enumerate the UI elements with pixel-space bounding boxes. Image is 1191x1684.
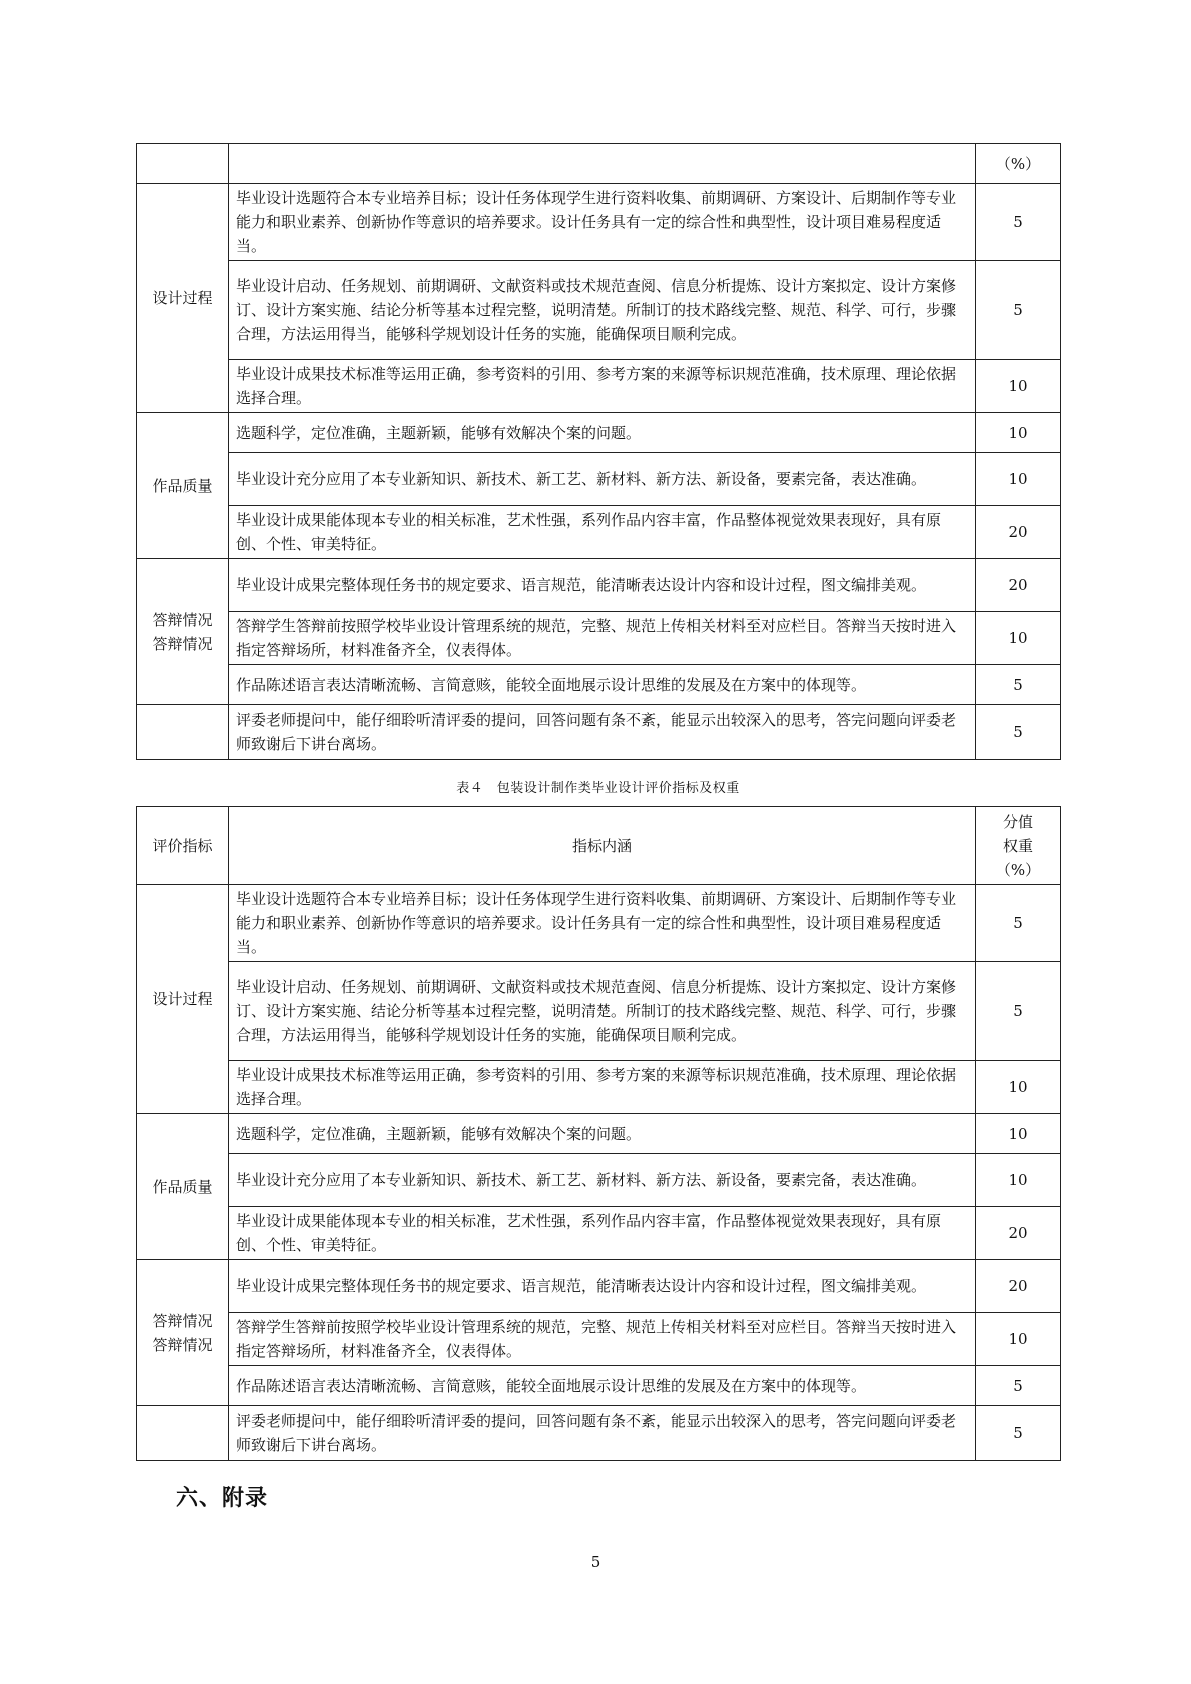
header-cell-empty bbox=[137, 144, 229, 184]
criterion-text: 选题科学，定位准确，主题新颖，能够有效解决个案的问题。 bbox=[229, 1114, 976, 1154]
score-value: 10 bbox=[976, 1154, 1061, 1207]
score-value: 5 bbox=[976, 184, 1061, 261]
header-unit: （%） bbox=[976, 144, 1061, 184]
table-row bbox=[137, 885, 1061, 962]
criterion-text: 毕业设计成果能体现本专业的相关标准，艺术性强，系列作品内容丰富，作品整体视觉效果表现好，具有原创、个性、审美特征。 bbox=[229, 506, 976, 559]
table-row bbox=[137, 261, 1061, 360]
table-row bbox=[137, 665, 1061, 705]
category-cell: 作品质量 bbox=[137, 413, 229, 559]
criterion-text: 毕业设计成果能体现本专业的相关标准，艺术性强，系列作品内容丰富，作品整体视觉效果表现好，具有原创、个性、审美特征。 bbox=[229, 1207, 976, 1260]
header-score-weight bbox=[976, 807, 1061, 885]
score-value: 5 bbox=[976, 1366, 1061, 1406]
header-connotation: 指标内涵 bbox=[229, 807, 976, 885]
table-row bbox=[137, 1154, 1061, 1207]
evaluation-table-4 bbox=[136, 806, 1061, 1461]
table-row bbox=[137, 1260, 1061, 1313]
category-line: 答辩情况 bbox=[152, 634, 213, 653]
category-cell bbox=[137, 559, 229, 705]
header-line: 分值 bbox=[1002, 812, 1033, 831]
criterion-text: 选题科学，定位准确，主题新颖，能够有效解决个案的问题。 bbox=[229, 413, 976, 453]
table-row bbox=[137, 1061, 1061, 1114]
table-row bbox=[137, 1207, 1061, 1260]
category-cell-empty bbox=[137, 1406, 229, 1461]
table-row bbox=[137, 360, 1061, 413]
criterion-text: 毕业设计成果完整体现任务书的规定要求、语言规范，能清晰表达设计内容和设计过程，图文编排美观。 bbox=[229, 1260, 976, 1313]
table-row bbox=[137, 559, 1061, 612]
score-value: 10 bbox=[976, 1114, 1061, 1154]
category-cell: 设计过程 bbox=[137, 885, 229, 1114]
criterion-text: 毕业设计选题符合本专业培养目标；设计任务体现学生进行资料收集、前期调研、方案设计、后期制作等专业能力和职业素养、创新协作等意识的培养要求。设计任务具有一定的综合性和典型性，设计项目难易程度适当。 bbox=[229, 885, 976, 962]
criterion-text: 答辩学生答辩前按照学校毕业设计管理系统的规范，完整、规范上传相关材料至对应栏目。答辩当天按时进入指定答辩场所，材料准备齐全，仪表得体。 bbox=[229, 612, 976, 665]
table-row bbox=[137, 612, 1061, 665]
criterion-text: 毕业设计充分应用了本专业新知识、新技术、新工艺、新材料、新方法、新设备，要素完备，表达准确。 bbox=[229, 1154, 976, 1207]
score-value: 5 bbox=[976, 1406, 1061, 1461]
score-value: 10 bbox=[976, 360, 1061, 413]
section-heading: 六、附录 bbox=[176, 1486, 269, 1511]
criterion-text: 毕业设计充分应用了本专业新知识、新技术、新工艺、新材料、新方法、新设备，要素完备，表达准确。 bbox=[229, 453, 976, 506]
score-value: 20 bbox=[976, 1260, 1061, 1313]
criterion-text: 作品陈述语言表达清晰流畅、言简意赅，能较全面地展示设计思维的发展及在方案中的体现等。 bbox=[229, 665, 976, 705]
score-value: 5 bbox=[976, 665, 1061, 705]
score-value: 10 bbox=[976, 453, 1061, 506]
page-number: 5 bbox=[590, 1553, 601, 1571]
category-line: 答辩情况 bbox=[152, 610, 213, 629]
score-value: 20 bbox=[976, 1207, 1061, 1260]
table-row bbox=[137, 413, 1061, 453]
score-value: 20 bbox=[976, 506, 1061, 559]
score-value: 10 bbox=[976, 1061, 1061, 1114]
score-value: 10 bbox=[976, 1313, 1061, 1366]
table-header-row bbox=[137, 144, 1061, 184]
table-row bbox=[137, 184, 1061, 261]
category-line: 答辩情况 bbox=[152, 1311, 213, 1330]
criterion-text: 毕业设计选题符合本专业培养目标；设计任务体现学生进行资料收集、前期调研、方案设计、后期制作等专业能力和职业素养、创新协作等意识的培养要求。设计任务具有一定的综合性和典型性，设计项目难易程度适当。 bbox=[229, 184, 976, 261]
category-cell bbox=[137, 1260, 229, 1406]
score-value: 5 bbox=[976, 261, 1061, 360]
score-value: 20 bbox=[976, 559, 1061, 612]
score-value: 5 bbox=[976, 962, 1061, 1061]
score-value: 5 bbox=[976, 885, 1061, 962]
criterion-text: 毕业设计成果完整体现任务书的规定要求、语言规范，能清晰表达设计内容和设计过程，图文编排美观。 bbox=[229, 559, 976, 612]
table-row bbox=[137, 1366, 1061, 1406]
table-row bbox=[137, 962, 1061, 1061]
criterion-text: 毕业设计成果技术标准等运用正确，参考资料的引用、参考方案的来源等标识规范准确，技术原理、理论依据选择合理。 bbox=[229, 1061, 976, 1114]
header-cell-empty bbox=[229, 144, 976, 184]
table-header-row bbox=[137, 807, 1061, 885]
table-row bbox=[137, 1406, 1061, 1461]
criterion-text: 评委老师提问中，能仔细聆听清评委的提问，回答问题有条不紊，能显示出较深入的思考，答完问题向评委老师致谢后下讲台离场。 bbox=[229, 705, 976, 760]
header-line: 权重 bbox=[1002, 836, 1033, 855]
score-value: 5 bbox=[976, 705, 1061, 760]
category-cell: 作品质量 bbox=[137, 1114, 229, 1260]
table-row bbox=[137, 506, 1061, 559]
header-line: （%） bbox=[995, 860, 1041, 879]
criterion-text: 毕业设计成果技术标准等运用正确，参考资料的引用、参考方案的来源等标识规范准确，技术原理、理论依据选择合理。 bbox=[229, 360, 976, 413]
table-row bbox=[137, 705, 1061, 760]
category-line: 答辩情况 bbox=[152, 1335, 213, 1354]
table-caption: 表４ 包装设计制作类毕业设计评价指标及权重 bbox=[456, 781, 740, 796]
criterion-text: 毕业设计启动、任务规划、前期调研、文献资料或技术规范查阅、信息分析提炼、设计方案拟定、设计方案修订、设计方案实施、结论分析等基本过程完整，说明清楚。所制订的技术路线完整、规范、科学、可行，步骤合理，方法运用得当，能够科学规划设计任务的实施，能确保项目顺利完成。 bbox=[229, 261, 976, 360]
category-cell-empty bbox=[137, 705, 229, 760]
criterion-text: 评委老师提问中，能仔细聆听清评委的提问，回答问题有条不紊，能显示出较深入的思考，答完问题向评委老师致谢后下讲台离场。 bbox=[229, 1406, 976, 1461]
criterion-text: 答辩学生答辩前按照学校毕业设计管理系统的规范，完整、规范上传相关材料至对应栏目。答辩当天按时进入指定答辩场所，材料准备齐全，仪表得体。 bbox=[229, 1313, 976, 1366]
criterion-text: 作品陈述语言表达清晰流畅、言简意赅，能较全面地展示设计思维的发展及在方案中的体现等。 bbox=[229, 1366, 976, 1406]
score-value: 10 bbox=[976, 612, 1061, 665]
criterion-text: 毕业设计启动、任务规划、前期调研、文献资料或技术规范查阅、信息分析提炼、设计方案拟定、设计方案修订、设计方案实施、结论分析等基本过程完整，说明清楚。所制订的技术路线完整、规范、科学、可行，步骤合理，方法运用得当，能够科学规划设计任务的实施，能确保项目顺利完成。 bbox=[229, 962, 976, 1061]
header-indicator: 评价指标 bbox=[137, 807, 229, 885]
category-cell: 设计过程 bbox=[137, 184, 229, 413]
evaluation-table-continued bbox=[136, 143, 1061, 760]
table-row bbox=[137, 1114, 1061, 1154]
table-row bbox=[137, 453, 1061, 506]
score-value: 10 bbox=[976, 413, 1061, 453]
table-row bbox=[137, 1313, 1061, 1366]
